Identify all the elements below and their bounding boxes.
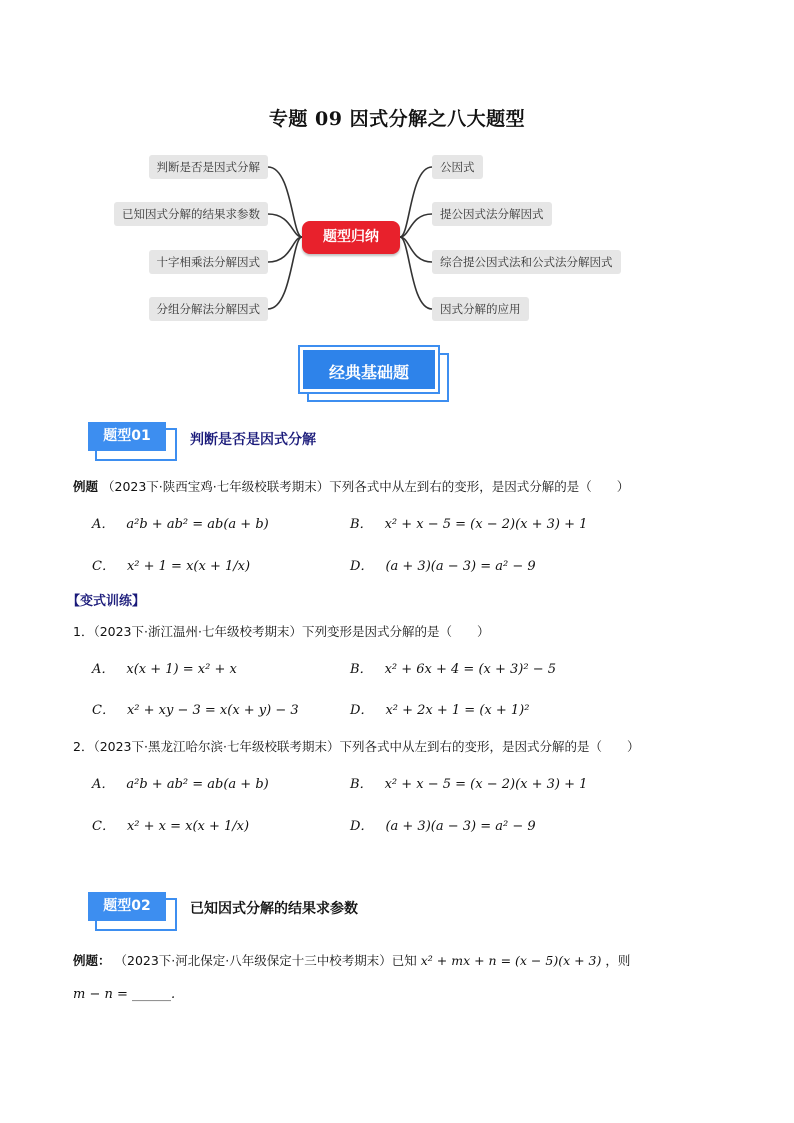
section-banner: 经典基础题 (300, 347, 438, 392)
connector-right-4 (400, 237, 432, 309)
question-2-text: 2．（2023下·黑龙江哈尔滨·七年级校联考期末）下列各式中从左到右的变形，是因式分解的是（ ） (73, 739, 640, 754)
mindmap-node-left-4: 分组分解法分解因式 (149, 297, 269, 321)
type02-example-label: 例题： (73, 953, 111, 968)
mindmap-node-left-3: 十字相乘法分解因式 (149, 250, 269, 274)
question-1-text: 1．（2023下·浙江温州·七年级校考期末）下列变形是因式分解的是（ ） (73, 624, 490, 639)
page-title: 专题 09 因式分解之八大题型 (268, 108, 526, 130)
type01-title: 判断是否是因式分解 (190, 432, 316, 448)
q2-option-d[interactable]: D． (a + 3)(a − 3) = a² − 9 (350, 819, 536, 834)
example-text: （2023下·陕西宝鸡·七年级校联考期末）下列各式中从左到右的变形，是因式分解的是（ ） (102, 479, 630, 494)
mindmap-node-left-2: 已知因式分解的结果求参数 (114, 202, 268, 226)
mindmap-node-left-1: 判断是否是因式分解 (149, 155, 269, 179)
q1-option-a[interactable]: A． x(x + 1) = x² + x (92, 662, 237, 677)
type02-example-text: （2023下·河北保定·八年级保定十三中校考期末）已知 (114, 953, 417, 968)
connector-left-4 (268, 237, 302, 309)
connector-right-2 (400, 214, 432, 237)
q1-option-b[interactable]: B． x² + 6x + 4 = (x + 3)² − 5 (350, 662, 556, 677)
type01-badge: 题型01 (88, 422, 166, 451)
q2-option-a[interactable]: A． a²b + ab² = ab(a + b) (92, 777, 269, 792)
connector-left-3 (268, 237, 302, 262)
q1-option-d[interactable]: D． x² + 2x + 1 = (x + 1)² (350, 703, 530, 718)
connector-right-3 (400, 237, 432, 262)
mindmap-connectors (0, 0, 794, 340)
mindmap-node-right-4: 因式分解的应用 (432, 297, 529, 321)
q2-option-c[interactable]: C． x² + x = x(x + 1/x) (92, 819, 250, 834)
drill-label: 【变式训练】 (67, 594, 146, 609)
mindmap-node-right-1: 公因式 (432, 155, 483, 179)
mindmap-node-right-2: 提公因式法分解因式 (432, 202, 552, 226)
example-option-a[interactable]: A． a²b + ab² = ab(a + b) (92, 517, 269, 532)
example-option-d[interactable]: D． (a + 3)(a − 3) = a² − 9 (350, 559, 536, 574)
type02-badge: 题型02 (88, 892, 166, 921)
type02-example-expr: x² + mx + n = (x − 5)(x + 3) (420, 953, 602, 968)
mindmap-center: 题型归纳 (302, 221, 400, 254)
q2-option-b[interactable]: B． x² + x − 5 = (x − 2)(x + 3) + 1 (350, 777, 588, 792)
connector-left-1 (268, 167, 302, 237)
type02-example (73, 951, 630, 969)
type02-title: 已知因式分解的结果求参数 (190, 901, 358, 917)
example-label: 例题 (73, 479, 99, 494)
example-option-b[interactable]: B． x² + x − 5 = (x − 2)(x + 3) + 1 (350, 517, 588, 532)
q1-option-c[interactable]: C． x² + xy − 3 = x(x + y) − 3 (92, 703, 299, 718)
mindmap-node-right-3: 综合提公因式法和公式法分解因式 (432, 250, 621, 274)
connector-right-1 (400, 167, 432, 237)
connector-left-2 (268, 214, 302, 237)
type01-example (73, 477, 629, 495)
type02-answer-line[interactable]: m − n = ______. (73, 987, 176, 1002)
example-option-c[interactable]: C． x² + 1 = x(x + 1/x) (92, 559, 251, 574)
type02-example-tail: ，则 (605, 953, 631, 968)
